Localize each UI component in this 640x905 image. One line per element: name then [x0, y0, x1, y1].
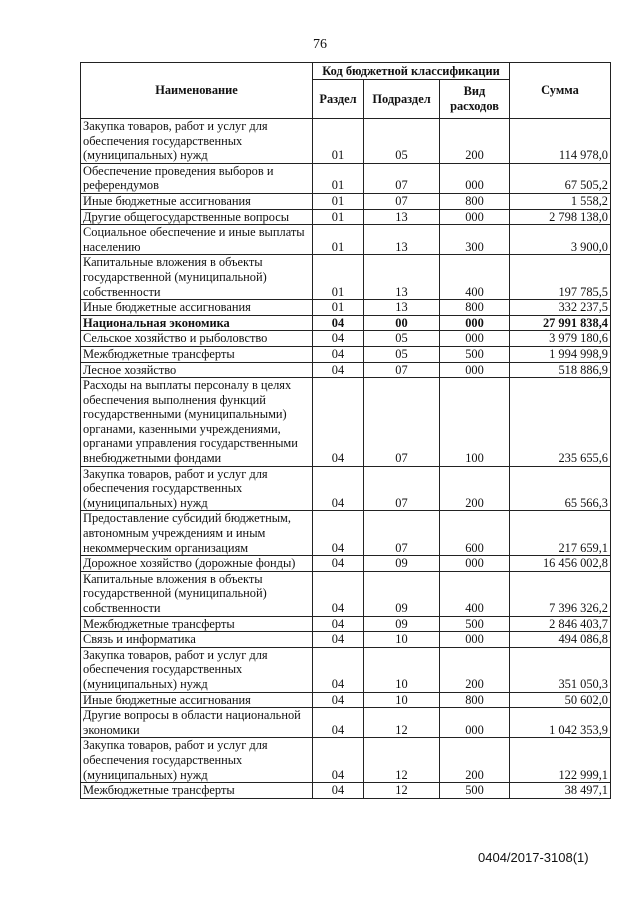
- row-section: 04: [313, 708, 364, 738]
- row-sum: 122 999,1: [510, 738, 611, 783]
- row-section: 04: [313, 511, 364, 556]
- row-subsection: 12: [364, 738, 440, 783]
- table-row: [81, 378, 611, 467]
- row-name: Дорожное хозяйство (дорожные фонды): [81, 556, 313, 572]
- row-section: 04: [313, 346, 364, 362]
- table-row: [81, 119, 611, 164]
- row-sum: 197 785,5: [510, 255, 611, 300]
- row-expense-type: 800: [440, 692, 510, 708]
- row-subsection: 13: [364, 209, 440, 225]
- row-subsection: 10: [364, 632, 440, 648]
- row-name: Межбюджетные трансферты: [81, 783, 313, 799]
- table-row: [81, 315, 611, 331]
- row-expense-type: 500: [440, 783, 510, 799]
- row-name: Межбюджетные трансферты: [81, 346, 313, 362]
- row-subsection: 12: [364, 708, 440, 738]
- row-section: 01: [313, 209, 364, 225]
- row-name: Лесное хозяйство: [81, 362, 313, 378]
- row-section: 01: [313, 255, 364, 300]
- row-section: 04: [313, 466, 364, 511]
- row-subsection: 05: [364, 331, 440, 347]
- row-expense-type: 200: [440, 119, 510, 164]
- row-name: Закупка товаров, работ и услуг для обеспечения государственных (муниципальных) нужд: [81, 738, 313, 783]
- row-subsection: 12: [364, 783, 440, 799]
- table-row: [81, 255, 611, 300]
- row-expense-type: 000: [440, 556, 510, 572]
- table-row: [81, 225, 611, 255]
- row-name: Иные бюджетные ассигнования: [81, 692, 313, 708]
- header-code-group: Код бюджетной классификации: [313, 63, 510, 80]
- row-expense-type: 400: [440, 255, 510, 300]
- row-name: Связь и информатика: [81, 632, 313, 648]
- header-name: Наименование: [81, 63, 313, 119]
- row-section: 01: [313, 225, 364, 255]
- row-section: 01: [313, 163, 364, 193]
- row-subsection: 05: [364, 346, 440, 362]
- row-section: 04: [313, 362, 364, 378]
- row-subsection: 07: [364, 362, 440, 378]
- row-expense-type: 000: [440, 209, 510, 225]
- row-expense-type: 800: [440, 300, 510, 316]
- row-name: Национальная экономика: [81, 315, 313, 331]
- table-row: [81, 556, 611, 572]
- table-row: [81, 783, 611, 799]
- row-sum: 65 566,3: [510, 466, 611, 511]
- table-row: [81, 616, 611, 632]
- row-section: 04: [313, 315, 364, 331]
- row-subsection: 10: [364, 647, 440, 692]
- table-row: [81, 163, 611, 193]
- row-subsection: 09: [364, 571, 440, 616]
- row-subsection: 13: [364, 300, 440, 316]
- row-expense-type: 200: [440, 466, 510, 511]
- row-name: Иные бюджетные ассигнования: [81, 193, 313, 209]
- row-section: 04: [313, 692, 364, 708]
- header-expense-type: Вид расходов: [440, 80, 510, 119]
- row-section: 04: [313, 616, 364, 632]
- row-name: Социальное обеспечение и иные выплаты населению: [81, 225, 313, 255]
- row-sum: 3 979 180,6: [510, 331, 611, 347]
- header-subsection: Подраздел: [364, 80, 440, 119]
- row-sum: 114 978,0: [510, 119, 611, 164]
- row-sum: 2 798 138,0: [510, 209, 611, 225]
- row-sum: 27 991 838,4: [510, 315, 611, 331]
- row-name: Обеспечение проведения выборов и референдумов: [81, 163, 313, 193]
- row-section: 01: [313, 300, 364, 316]
- row-sum: 351 050,3: [510, 647, 611, 692]
- row-sum: 217 659,1: [510, 511, 611, 556]
- row-subsection: 07: [364, 163, 440, 193]
- table-row: [81, 346, 611, 362]
- row-expense-type: 300: [440, 225, 510, 255]
- row-expense-type: 200: [440, 647, 510, 692]
- row-expense-type: 000: [440, 362, 510, 378]
- row-expense-type: 500: [440, 616, 510, 632]
- row-subsection: 07: [364, 193, 440, 209]
- row-name: Капитальные вложения в объекты государственной (муниципальной) собственности: [81, 571, 313, 616]
- row-section: 04: [313, 738, 364, 783]
- row-sum: 67 505,2: [510, 163, 611, 193]
- row-sum: 1 558,2: [510, 193, 611, 209]
- row-section: 04: [313, 632, 364, 648]
- row-name: Расходы на выплаты персоналу в целях обеспечения выполнения функций государственными (муниципальными) органами, казенными учреждениями, органами управления государственными внебюджетными фондами: [81, 378, 313, 467]
- header-section: Раздел: [313, 80, 364, 119]
- row-name: Другие общегосударственные вопросы: [81, 209, 313, 225]
- table-row: [81, 209, 611, 225]
- table-row: [81, 300, 611, 316]
- row-sum: 2 846 403,7: [510, 616, 611, 632]
- table-row: [81, 331, 611, 347]
- table-row: [81, 647, 611, 692]
- table-row: [81, 738, 611, 783]
- row-subsection: 10: [364, 692, 440, 708]
- row-expense-type: 400: [440, 571, 510, 616]
- row-sum: 1 994 998,9: [510, 346, 611, 362]
- row-sum: 38 497,1: [510, 783, 611, 799]
- table-row: [81, 511, 611, 556]
- row-expense-type: 800: [440, 193, 510, 209]
- row-expense-type: 000: [440, 632, 510, 648]
- row-sum: 50 602,0: [510, 692, 611, 708]
- row-sum: 518 886,9: [510, 362, 611, 378]
- row-sum: 332 237,5: [510, 300, 611, 316]
- row-subsection: 09: [364, 616, 440, 632]
- row-name: Капитальные вложения в объекты государственной (муниципальной) собственности: [81, 255, 313, 300]
- row-subsection: 07: [364, 378, 440, 467]
- row-section: 04: [313, 378, 364, 467]
- row-expense-type: 000: [440, 163, 510, 193]
- row-expense-type: 500: [440, 346, 510, 362]
- row-sum: 494 086,8: [510, 632, 611, 648]
- row-expense-type: 000: [440, 331, 510, 347]
- table-row: [81, 193, 611, 209]
- row-subsection: 13: [364, 225, 440, 255]
- row-name: Другие вопросы в области национальной экономики: [81, 708, 313, 738]
- table-row: [81, 466, 611, 511]
- page-number: 76: [313, 37, 327, 52]
- row-name: Закупка товаров, работ и услуг для обеспечения государственных (муниципальных) нужд: [81, 119, 313, 164]
- row-name: Сельское хозяйство и рыболовство: [81, 331, 313, 347]
- row-sum: 7 396 326,2: [510, 571, 611, 616]
- row-name: Закупка товаров, работ и услуг для обеспечения государственных (муниципальных) нужд: [81, 647, 313, 692]
- table-row: [81, 632, 611, 648]
- row-name: Межбюджетные трансферты: [81, 616, 313, 632]
- table-row: [81, 362, 611, 378]
- table-row: [81, 692, 611, 708]
- header-sum: Сумма: [510, 63, 611, 119]
- row-section: 04: [313, 571, 364, 616]
- row-subsection: 09: [364, 556, 440, 572]
- row-name: Предоставление субсидий бюджетным, автономным учреждениям и иным некоммерческим организациям: [81, 511, 313, 556]
- row-expense-type: 200: [440, 738, 510, 783]
- row-subsection: 13: [364, 255, 440, 300]
- row-sum: 235 655,6: [510, 378, 611, 467]
- table-row: [81, 708, 611, 738]
- row-subsection: 05: [364, 119, 440, 164]
- document-code: 0404/2017-3108(1): [478, 850, 589, 865]
- row-name: Закупка товаров, работ и услуг для обеспечения государственных (муниципальных) нужд: [81, 466, 313, 511]
- row-sum: 3 900,0: [510, 225, 611, 255]
- budget-table: [80, 62, 611, 799]
- row-sum: 1 042 353,9: [510, 708, 611, 738]
- row-section: 04: [313, 783, 364, 799]
- row-subsection: 07: [364, 466, 440, 511]
- row-section: 04: [313, 331, 364, 347]
- table-row: [81, 571, 611, 616]
- row-subsection: 00: [364, 315, 440, 331]
- row-expense-type: 000: [440, 315, 510, 331]
- row-section: 01: [313, 119, 364, 164]
- row-subsection: 07: [364, 511, 440, 556]
- row-section: 04: [313, 556, 364, 572]
- row-sum: 16 456 002,8: [510, 556, 611, 572]
- row-expense-type: 000: [440, 708, 510, 738]
- row-expense-type: 600: [440, 511, 510, 556]
- row-section: 04: [313, 647, 364, 692]
- row-section: 01: [313, 193, 364, 209]
- row-expense-type: 100: [440, 378, 510, 467]
- row-name: Иные бюджетные ассигнования: [81, 300, 313, 316]
